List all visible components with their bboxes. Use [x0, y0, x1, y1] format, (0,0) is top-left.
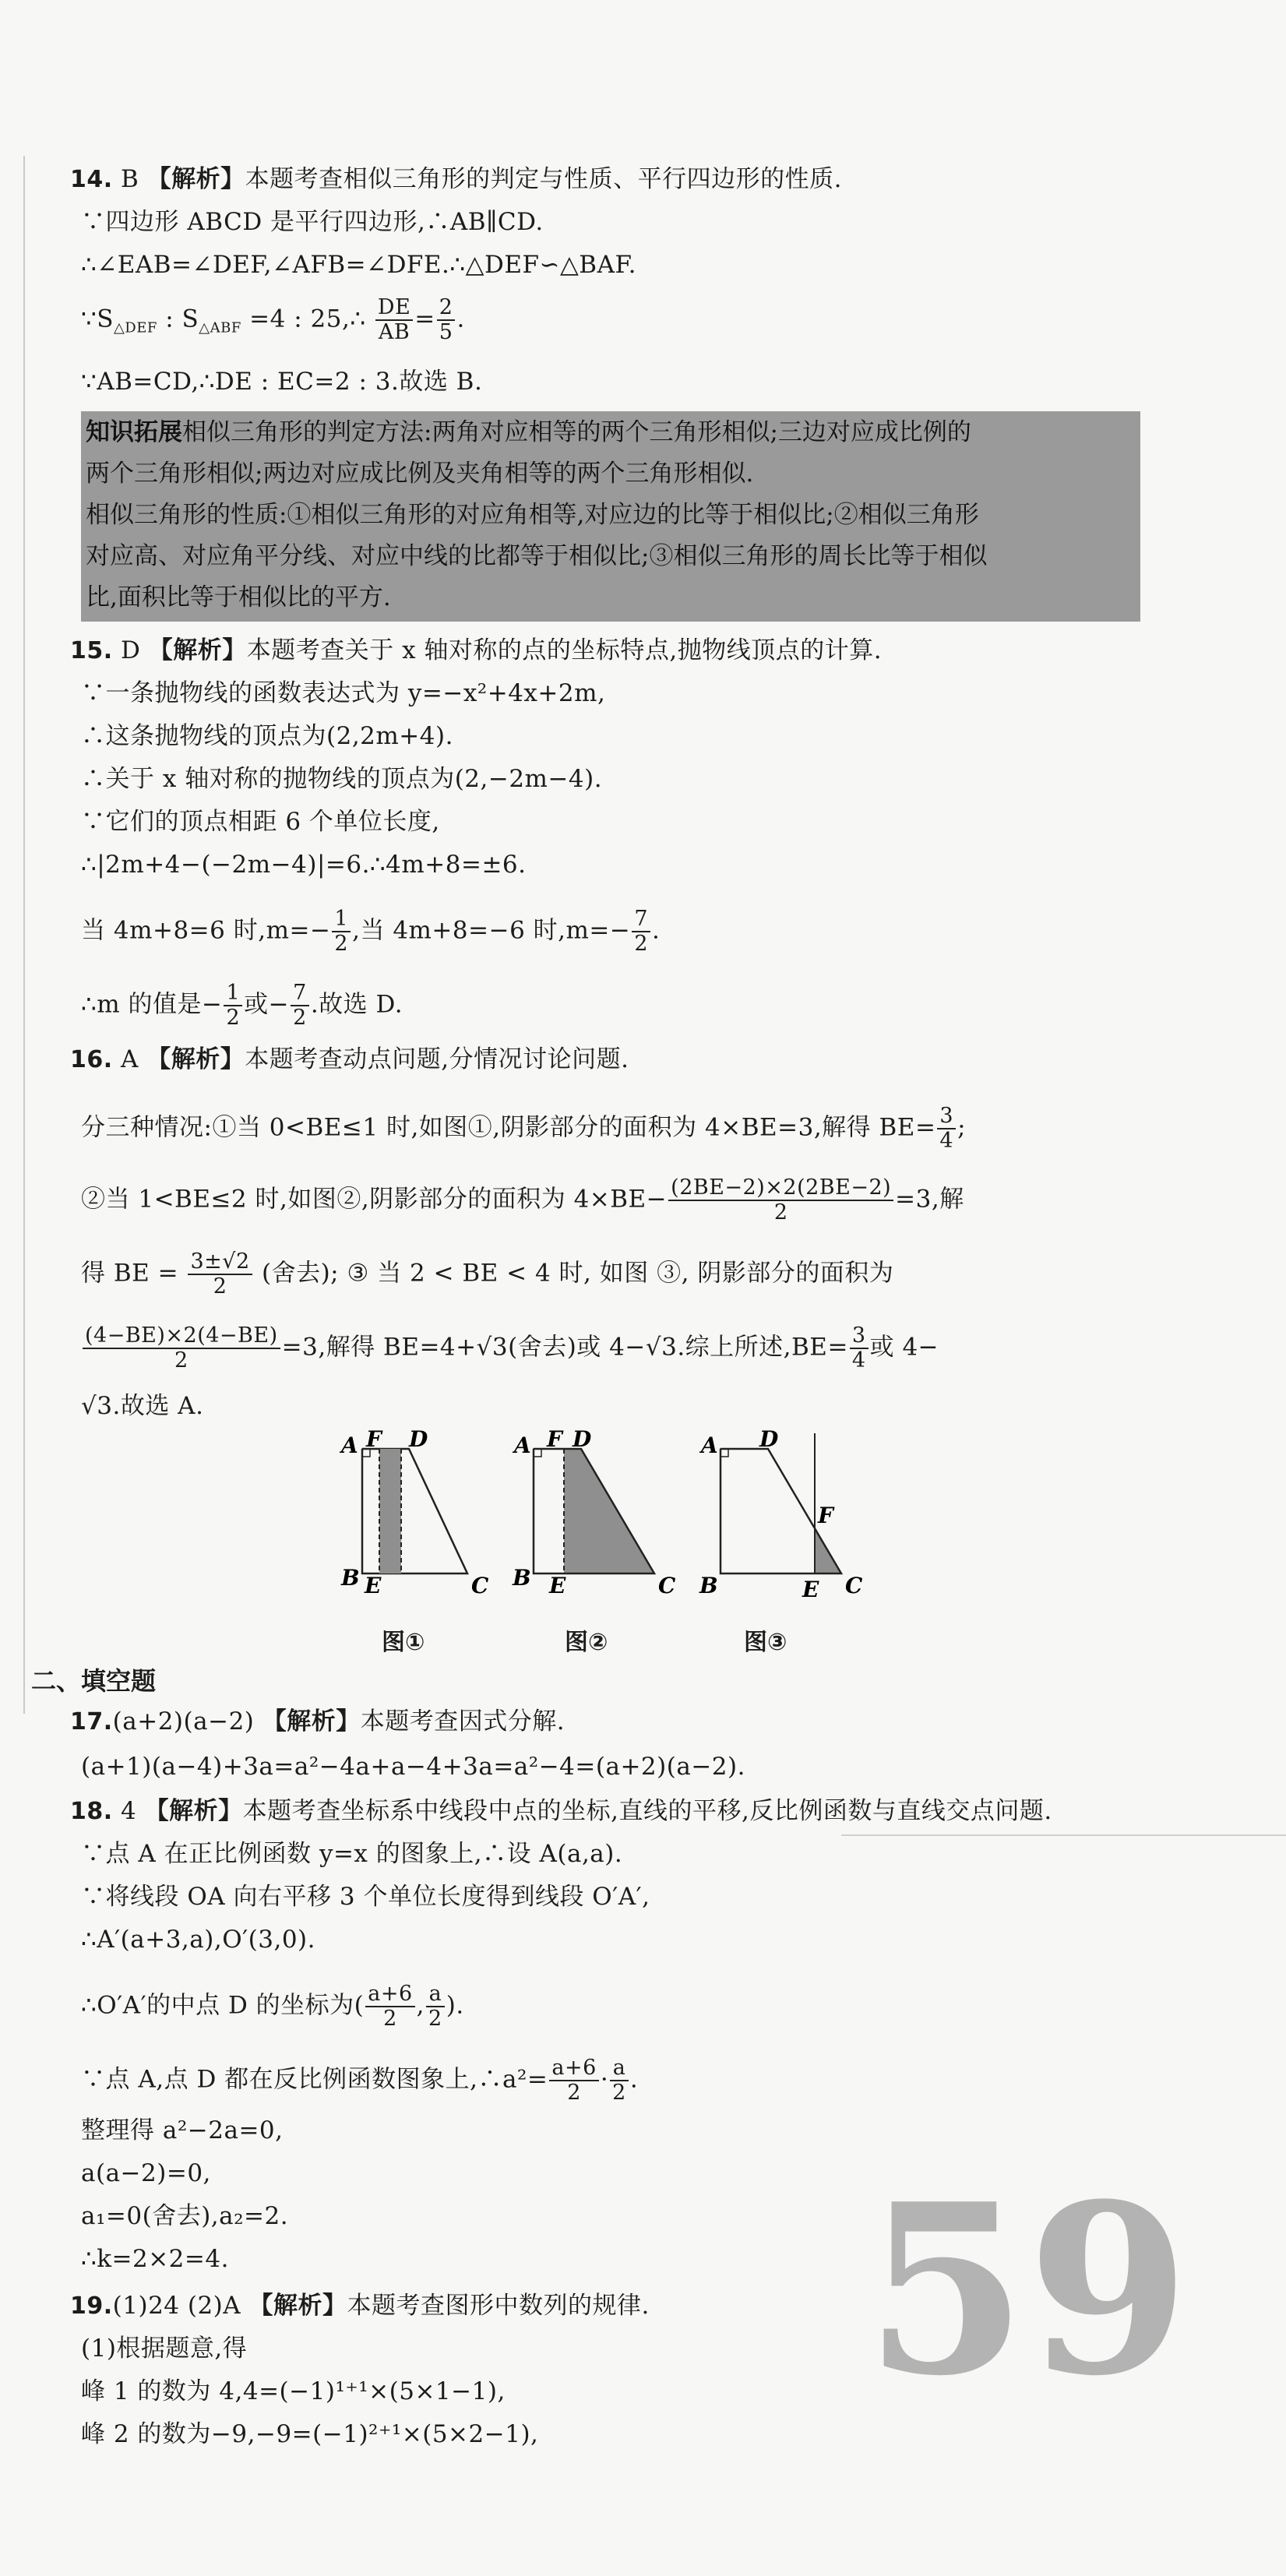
q18-line1: ∵点 A 在正比例函数 y=x 的图象上,∴设 A(a,a).: [81, 1840, 623, 1868]
frac-num: 7: [291, 981, 309, 1006]
fig3-label-c: C: [845, 1573, 863, 1598]
q15-l7c: .故选 D.: [310, 990, 403, 1019]
q18-line7: a(a−2)=0,: [81, 2159, 211, 2187]
fig3-label-b: B: [699, 1573, 718, 1598]
crease-line: [841, 1834, 1286, 1836]
q17-number: 17.: [70, 1708, 113, 1736]
fig2-label-e: E: [549, 1573, 566, 1598]
q15-l7b: 或−: [244, 990, 290, 1019]
q15-frac2: [632, 907, 650, 956]
q16-line2: [81, 1176, 964, 1225]
q15-frac4: [291, 981, 309, 1030]
q19-number: 19.: [70, 2292, 113, 2320]
q14-intro: 本题考查相似三角形的判定与性质、平行四边形的性质.: [245, 165, 843, 193]
frac-den: 2: [293, 1006, 307, 1030]
q16-l2a: ②当 1<BE≤2 时,如图②,阴影部分的面积为 4×BE−: [81, 1185, 668, 1214]
q16-frac3: [188, 1250, 252, 1299]
extension-line5: 比,面积比等于相似比的平方.: [86, 583, 391, 611]
q18-l5b: .: [629, 2065, 639, 2094]
q19-line2: 峰 1 的数为 4,4=(−1)¹⁺¹×(5×1−1),: [81, 2377, 506, 2405]
q15-line5: ∴|2m+4−(−2m−4)|=6.∴4m+8=±6.: [81, 851, 527, 879]
q18-answer: 4: [121, 1797, 137, 1825]
q18-l5m: ·: [600, 2065, 609, 2094]
q15-frac3: [224, 981, 242, 1030]
figure-1: [339, 1429, 489, 1598]
q14-line3: [81, 296, 465, 344]
q16-number: 16.: [70, 1046, 113, 1073]
q15-line6: [81, 907, 660, 956]
frac-num: (4−BE)×2(4−BE): [83, 1324, 280, 1349]
fig1-label-e: E: [365, 1573, 382, 1598]
frac-den: 2: [383, 2007, 397, 2031]
fig1-label-a: A: [341, 1432, 358, 1458]
q16-line4: [81, 1324, 939, 1373]
q14-line1: ∵四边形 ABCD 是平行四边形,∴AB∥CD.: [81, 208, 544, 236]
q16-frac5: [850, 1324, 868, 1373]
extension-line4: 对应高、对应角平分线、对应中线的比都等于相似比;③相似三角形的周长比等于相似: [86, 542, 988, 570]
q18-line4: [81, 1982, 464, 2031]
fig1-label-b: B: [341, 1565, 360, 1591]
figure-3: [699, 1429, 863, 1602]
frac-den: AB: [378, 320, 410, 344]
fig3-label-f: F: [818, 1503, 833, 1528]
q14-eq: =: [414, 305, 435, 333]
fig2-shaded: [564, 1449, 654, 1573]
fig2-caption: 图②: [565, 1629, 608, 1656]
q18-frac3: [549, 2056, 598, 2105]
fig3-label-e: E: [802, 1577, 819, 1602]
q18-number: 18.: [70, 1798, 113, 1825]
q18-frac4: [610, 2056, 629, 2105]
extension-line2: 两个三角形相似;两边对应成比例及夹角相等的两个三角形相似.: [86, 460, 754, 488]
q14-tag: 【解析】: [146, 165, 245, 193]
q14-answer: B: [121, 165, 139, 193]
q18-line3: ∴A′(a+3,a),O′(3,0).: [81, 1926, 316, 1954]
q18-line5: [81, 2056, 638, 2105]
frac-den: 2: [213, 1274, 227, 1299]
q18-l4m: ,: [416, 1991, 425, 2020]
q15-l6c: .: [652, 916, 661, 945]
q18-intro: 本题考查坐标系中线段中点的坐标,直线的平移,反比例函数与直线交点问题.: [242, 1797, 1052, 1825]
frac-num: DE: [375, 296, 413, 321]
extension-line1: [86, 417, 971, 448]
q14-number: 14.: [70, 166, 113, 193]
extension-l1: 相似三角形的判定方法:两角对应相等的两个三角形相似;三边对应成比例的: [182, 418, 971, 446]
q16-figures: [327, 1429, 919, 1609]
q17-tag: 【解析】: [262, 1707, 361, 1736]
q16-l1b: ;: [957, 1113, 967, 1142]
frac-den: 2: [773, 1200, 788, 1225]
frac-den: 2: [226, 1006, 241, 1030]
q14-l3b: : S: [157, 305, 199, 333]
q16-l1a: 分三种情况:①当 0<BE≤1 时,如图①,阴影部分的面积为 4×BE=3,解得 BE=: [81, 1113, 936, 1142]
q19-line1: (1)根据题意,得: [81, 2335, 248, 2363]
q16-answer: A: [121, 1045, 139, 1073]
frac-den: 5: [439, 320, 453, 344]
fig1-label-d: D: [409, 1429, 428, 1452]
frac-num: 1: [224, 981, 242, 1006]
q14-end: .: [456, 305, 465, 333]
frac-den: 2: [174, 1348, 188, 1373]
q14-sub2: △ABF: [199, 319, 241, 337]
fig3-right-angle: [721, 1449, 728, 1457]
q16-frac4: [83, 1324, 280, 1373]
q15-line4: ∵它们的顶点相距 6 个单位长度,: [81, 808, 440, 836]
q18-frac2: [426, 1982, 445, 2031]
extension-line3: 相似三角形的性质:①相似三角形的对应角相等,对应边的比等于相似比;②相似三角形: [86, 501, 979, 529]
fig2-label-a: A: [514, 1432, 531, 1458]
q15-line3: ∴关于 x 轴对称的抛物线的顶点为(2,−2m−4).: [81, 765, 603, 793]
q15-line2: ∴这条抛物线的顶点为(2,2m+4).: [81, 722, 453, 750]
q17-answer: (a+2)(a−2): [112, 1707, 255, 1736]
q15-line1: ∵一条抛物线的函数表达式为 y=−x²+4x+2m,: [81, 679, 606, 707]
q18-tag: 【解析】: [144, 1797, 243, 1825]
fig2-right-angle: [534, 1449, 541, 1457]
q18-l4b: ).: [446, 1991, 464, 2020]
q14-l3a: ∵S: [81, 305, 114, 333]
extension-tag: 知识拓展: [86, 418, 182, 446]
fig1-caption: 图①: [382, 1629, 425, 1656]
frac-num: 3±√2: [188, 1250, 252, 1275]
frac-den: 2: [428, 2007, 442, 2031]
fig3-caption: 图③: [744, 1629, 787, 1656]
q16-intro: 本题考查动点问题,分情况讨论问题.: [245, 1045, 629, 1073]
q16-l2b: =3,解: [895, 1185, 964, 1214]
q19-header: [70, 2290, 650, 2322]
q16-header: [70, 1044, 629, 1076]
frac-num: 3: [850, 1324, 868, 1349]
q16-tag: 【解析】: [146, 1045, 245, 1073]
q15-header: [70, 635, 882, 667]
frac-den: 2: [612, 2081, 626, 2105]
q16-l4c: 或 4−: [869, 1333, 939, 1362]
fig3-label-d: D: [759, 1429, 779, 1452]
q14-frac2: [437, 296, 456, 344]
frac-num: 1: [332, 907, 351, 932]
q14-line2: ∴∠EAB=∠DEF,∠AFB=∠DFE.∴△DEF∽△BAF.: [81, 251, 636, 279]
q15-line7: [81, 981, 403, 1030]
page-number: 59: [865, 2152, 1190, 2427]
figure-2: [512, 1429, 676, 1598]
q17-intro: 本题考查因式分解.: [360, 1707, 565, 1736]
q15-answer: D: [121, 636, 141, 664]
frac-den: 2: [334, 932, 349, 956]
q18-l4a: ∴O′A′的中点 D 的坐标为(: [81, 1991, 365, 2020]
margin-rule: [23, 156, 25, 1714]
q14-sub1: △DEF: [113, 319, 157, 337]
q14-header: [70, 164, 842, 196]
q19-tag: 【解析】: [248, 2292, 347, 2320]
q15-frac1: [332, 907, 351, 956]
q16-frac1: [937, 1105, 956, 1153]
q14-l3c: =4 : 25,∴: [241, 305, 366, 333]
q19-intro: 本题考查图形中数列的规律.: [347, 2292, 650, 2320]
q19-line3: 峰 2 的数为−9,−9=(−1)²⁺¹×(5×2−1),: [81, 2420, 539, 2448]
frac-num: 2: [437, 296, 456, 321]
frac-num: a+6: [365, 1982, 414, 2007]
fig1-label-f: F: [366, 1429, 382, 1452]
frac-num: a: [426, 1982, 445, 2007]
frac-num: a: [610, 2056, 629, 2081]
q15-l6b: ,当 4m+8=−6 时,m=−: [352, 916, 631, 945]
fig1-trapezoid: [362, 1449, 467, 1573]
fig2-label-b: B: [513, 1565, 531, 1591]
q14-line4: ∵AB=CD,∴DE : EC=2 : 3.故选 B.: [81, 368, 483, 396]
frac-num: 7: [632, 907, 650, 932]
q14-frac1: [375, 296, 413, 344]
frac-num: (2BE−2)×2(2BE−2): [668, 1176, 893, 1201]
q16-line1: [81, 1105, 966, 1153]
q16-line3: [81, 1250, 893, 1299]
q15-l7a: ∴m 的值是−: [81, 990, 223, 1019]
frac-den: 2: [567, 2081, 581, 2105]
q19-answer: (1)24 (2)A: [112, 2292, 241, 2320]
q15-number: 15.: [70, 637, 113, 664]
fig3-label-a: A: [701, 1432, 718, 1458]
q18-l5a: ∵点 A,点 D 都在反比例函数图象上,∴a²=: [81, 2065, 548, 2094]
section-title: 二、填空题: [31, 1666, 157, 1696]
q18-frac1: [365, 1982, 414, 2031]
q16-l3a: 得 BE =: [81, 1259, 187, 1288]
fig1-label-c: C: [471, 1573, 489, 1598]
fig2-label-d: D: [573, 1429, 592, 1452]
fig2-label-c: C: [658, 1573, 676, 1598]
q18-line8: a₁=0(舍去),a₂=2.: [81, 2202, 289, 2230]
frac-den: 4: [939, 1129, 954, 1153]
q17-header: [70, 1706, 565, 1738]
frac-num: 3: [937, 1105, 956, 1129]
q15-l6a: 当 4m+8=6 时,m=−: [81, 916, 331, 945]
q18-line2: ∵将线段 OA 向右平移 3 个单位长度得到线段 O′A′,: [81, 1883, 650, 1911]
q18-line6: 整理得 a²−2a=0,: [81, 2116, 284, 2144]
q15-intro: 本题考查关于 x 轴对称的点的坐标特点,抛物线顶点的计算.: [246, 636, 883, 664]
q17-line1: (a+1)(a−4)+3a=a²−4a+a−4+3a=a²−4=(a+2)(a−2).: [81, 1753, 745, 1781]
frac-den: 2: [634, 932, 649, 956]
fig1-shaded: [379, 1449, 401, 1573]
q18-header: [70, 1795, 1052, 1827]
q16-l3b: (舍去); ③ 当 2 < BE < 4 时, 如图 ③, 阴影部分的面积为: [253, 1259, 894, 1288]
frac-den: 4: [851, 1348, 866, 1373]
q15-tag: 【解析】: [148, 636, 247, 664]
q16-line5: √3.故选 A.: [81, 1392, 204, 1420]
q16-frac2: [668, 1176, 893, 1225]
q18-line9: ∴k=2×2=4.: [81, 2245, 229, 2273]
q16-l4b: =3,解得 BE=4+√3(舍去)或 4−√3.综上所述,BE=: [281, 1333, 848, 1362]
fig2-label-f: F: [547, 1429, 562, 1452]
frac-num: a+6: [549, 2056, 598, 2081]
